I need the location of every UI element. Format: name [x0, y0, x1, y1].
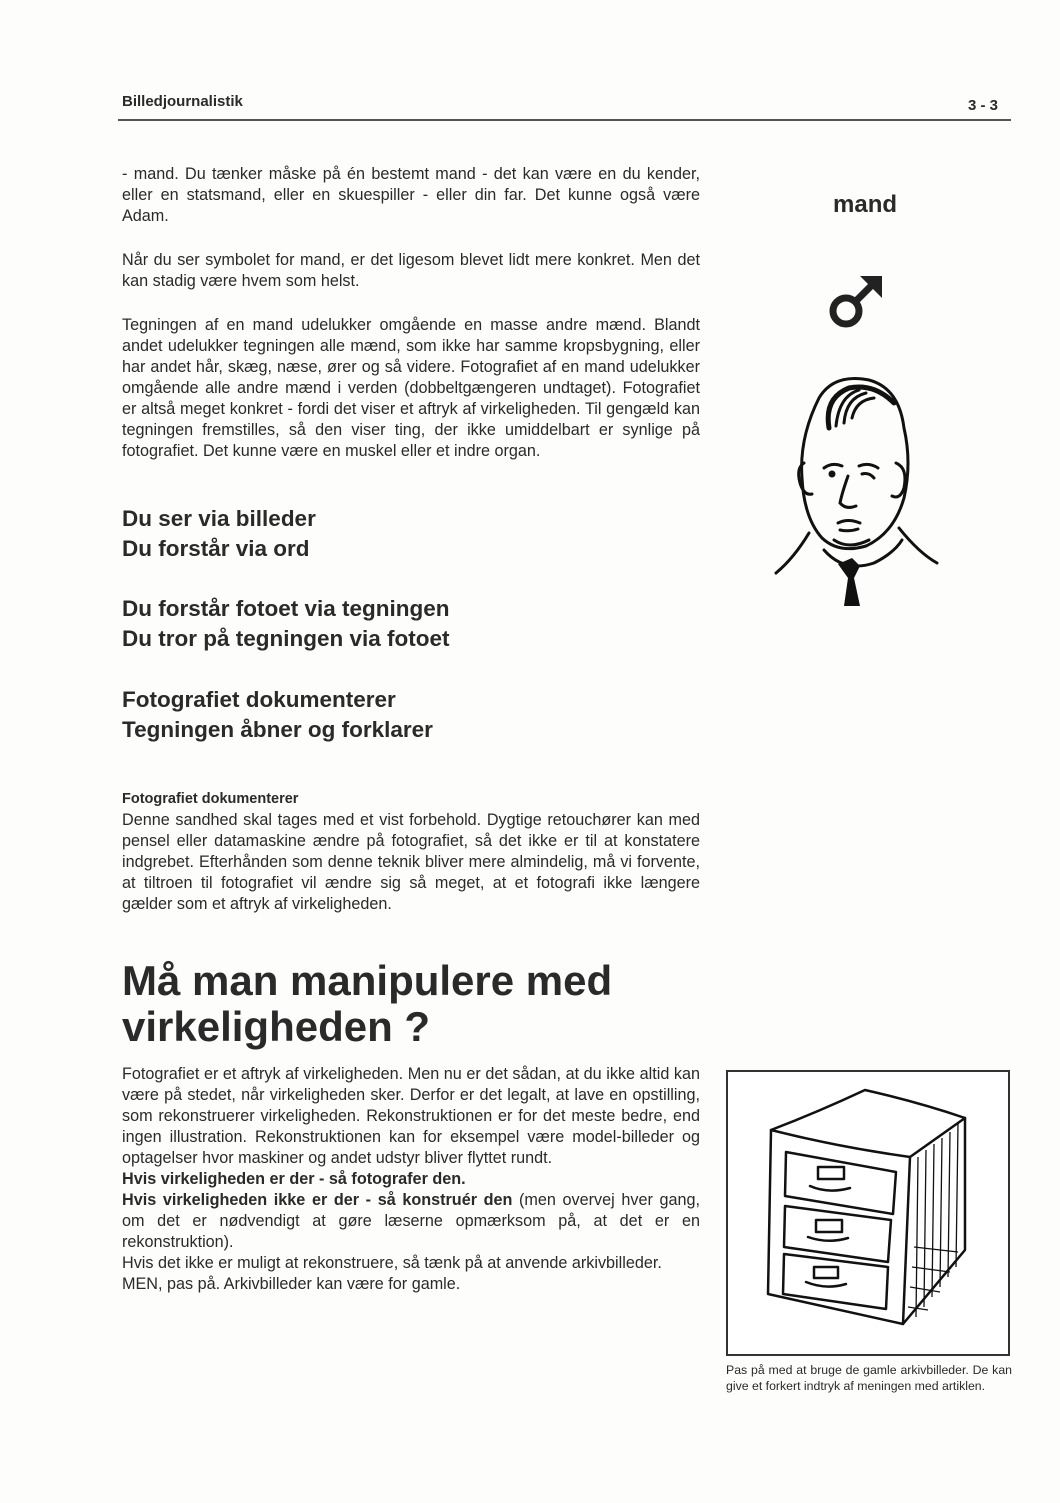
slogan-group-2: [122, 594, 622, 654]
slogan-line: Du forstår via ord: [122, 536, 310, 561]
figure-frame: [726, 1070, 1010, 1356]
filing-cabinet-drawing: [728, 1072, 1008, 1354]
male-symbol-icon: [826, 274, 886, 330]
slogan-line: Fotografiet dokumenterer: [122, 687, 396, 712]
archive-advice: Hvis det ikke er muligt at rekonstruere, så tænk på at anvende arkivbilleder.: [122, 1254, 662, 1272]
man-portrait-drawing: [774, 368, 939, 608]
rule-construct-note: (men overvej hver gang, om det er nødvendigt at gøre læserne opmærksom på, at det er en rekonstruktion).: [122, 1191, 700, 1251]
page-number: 3 - 3: [968, 97, 999, 114]
slogan-line: Du forstår fotoet via tegningen: [122, 596, 450, 621]
intro-paragraph-2: [122, 250, 700, 292]
slogan-line: Du ser via billeder: [122, 506, 316, 531]
running-header-title: Billedjournalistik: [122, 93, 243, 110]
section-title: Må man manipulere med virkeligheden ?: [122, 957, 613, 1050]
rule-construct-bold: Hvis virkeligheden ikke er der - så konstruér den: [122, 1191, 513, 1209]
intro-paragraph-3: [122, 315, 700, 462]
sidebar-word-mand: mand: [833, 191, 898, 218]
section-body: Denne sandhed skal tages med et vist forbehold. Dygtige retouchører kan med pensel eller datamaskine ændre på fotografiet, så det ikke er til at konstatere indgrebet. Efterhånden som denne teknik bliver mere almindelig, må vi forvente, at tiltroen til fotografiet vil ændre sig så meget, at et fotografi ikke længere gælder som et aftryk af virkeligheden.: [122, 811, 700, 913]
section-fotografiet-dokumenterer: [122, 789, 700, 915]
paragraph-text: - mand. Du tænker måske på én bestemt mand - det kan være en du kender, eller en statsmand, eller en skuespiller - eller din far. Det kunne også være Adam.: [122, 165, 700, 225]
section-manipulation-body: [122, 1064, 700, 1295]
header-divider: [118, 119, 1011, 121]
slogan-group-1: [122, 504, 622, 564]
paragraph-text: Når du ser symbolet for mand, er det ligesom blevet lidt mere konkret. Men det kan stadig være hvem som helst.: [122, 251, 700, 290]
slogan-line: Du tror på tegningen via fotoet: [122, 626, 450, 651]
slogan-group-3: [122, 685, 622, 745]
section-body: Fotografiet er et aftryk af virkeligheden. Men nu er det sådan, at du ikke altid kan være på stedet, når virkeligheden sker. Derfor er det legalt, at lave en opstilling, som rekonstruerer virkeligheden. Rekonstruktionen er for det meste bedre, end ingen illustration. Rekonstruktionen kan for eksempel være model-billeder og optagelser hvor maskiner og andet udstyr bliver flyttet rundt.: [122, 1065, 700, 1167]
rule-construct: [122, 1190, 700, 1253]
figure-caption: Pas på med at bruge de gamle arkivbilleder. De kan give et forkert indtryk af meningen med artiklen.: [726, 1363, 1012, 1393]
section-subheading: Fotografiet dokumenterer: [122, 791, 299, 807]
archive-warning: MEN, pas på. Arkivbilleder kan være for gamle.: [122, 1275, 461, 1293]
rule-photograph: Hvis virkeligheden er der - så fotografer den.: [122, 1170, 466, 1188]
paragraph-text: Tegningen af en mand udelukker omgående en masse andre mænd. Blandt andet udelukker tegningen alle mænd, som ikke har samme kropsbygning, eller har andet hår, skæg, næse, ører og så videre. Fotografiet af en mand udelukker omgående alle andre mænd i verden (dobbeltgængeren undtaget). Fotografiet er altså meget konkret - fordi det viser et aftryk af virkeligheden. Til gengæld kan tegningen fremstilles, så den viser ting, der ikke umiddelbart er synlige på fotografiet. Det kunne være en muskel eller et indre organ.: [122, 316, 700, 460]
intro-paragraph-1: [122, 164, 700, 227]
slogan-line: Tegningen åbner og forklarer: [122, 717, 433, 742]
